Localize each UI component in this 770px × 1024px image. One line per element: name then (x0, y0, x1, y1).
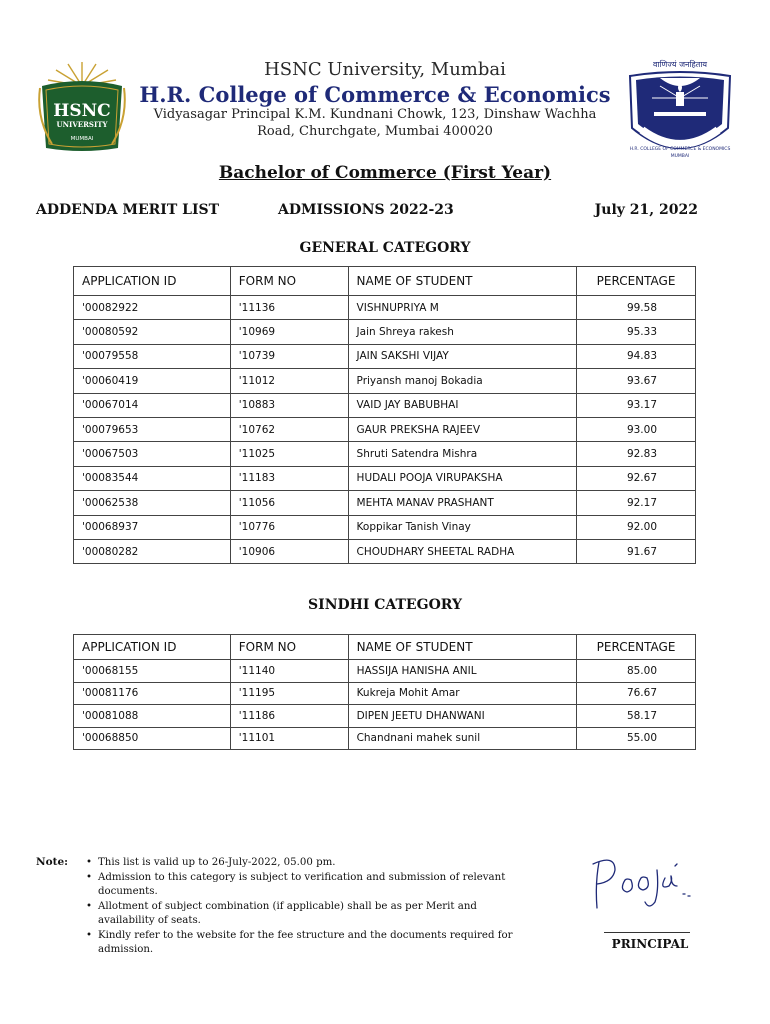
form-no-cell: '11012 (230, 369, 348, 393)
form-no-cell: '11101 (230, 727, 348, 750)
column-header-name: NAME OF STUDENT (348, 267, 577, 296)
column-header-percentage: PERCENTAGE (577, 267, 696, 296)
form-no-cell: '10906 (230, 539, 348, 563)
form-no-cell: '11140 (230, 660, 348, 683)
svg-text:UNIVERSITY: UNIVERSITY (56, 120, 108, 129)
address-line-1: Vidyasagar Principal K.M. Kundnani Chowk, 123, Dinshaw Wachha (153, 107, 597, 122)
percentage-cell: 58.17 (577, 705, 696, 728)
student-name-cell: HUDALI POOJA VIRUPAKSHA (348, 466, 577, 490)
form-no-cell: '11025 (230, 442, 348, 466)
percentage-cell: 93.67 (577, 369, 696, 393)
note-text: Allotment of subject combination (if applicable) shall be as per Merit and availability of seats. (98, 901, 477, 926)
form-no-cell: '10776 (230, 515, 348, 539)
list-item (86, 856, 536, 870)
merit-list-label: ADDENDA MERIT LIST (36, 202, 220, 218)
column-header-application-id: APPLICATION ID (74, 635, 231, 660)
percentage-cell: 91.67 (577, 539, 696, 563)
table-row (74, 491, 696, 515)
university-name: HSNC University, Mumbai (264, 59, 506, 80)
student-name-cell: HASSIJA HANISHA ANIL (348, 660, 577, 683)
svg-text:MUMBAI: MUMBAI (670, 154, 690, 159)
percentage-cell: 99.58 (577, 296, 696, 320)
form-no-cell: '11195 (230, 682, 348, 705)
student-name-cell: MEHTA MANAV PRASHANT (348, 491, 577, 515)
application-id-cell: '00068155 (74, 660, 231, 683)
bullet-icon: • (86, 930, 93, 941)
form-no-cell: '11136 (230, 296, 348, 320)
application-id-cell: '00067503 (74, 442, 231, 466)
signature-line (604, 932, 690, 933)
form-no-cell: '10883 (230, 393, 348, 417)
student-name-cell: JAIN SAKSHI VIJAY (348, 344, 577, 368)
principal-signature (585, 850, 695, 920)
application-id-cell: '00079653 (74, 417, 231, 441)
percentage-cell: 92.00 (577, 515, 696, 539)
bullet-icon: • (86, 901, 93, 912)
student-name-cell: DIPEN JEETU DHANWANI (348, 705, 577, 728)
general-category-title: GENERAL CATEGORY (299, 240, 471, 256)
application-id-cell: '00068937 (74, 515, 231, 539)
table-row (74, 393, 696, 417)
percentage-cell: 92.67 (577, 466, 696, 490)
svg-text:वाणिज्यं जनहिताय: वाणिज्यं जनहिताय (652, 60, 708, 69)
table-row (74, 296, 696, 320)
percentage-cell: 93.17 (577, 393, 696, 417)
student-name-cell: Chandnani mahek sunil (348, 727, 577, 750)
course-title: Bachelor of Commerce (First Year) (218, 163, 552, 183)
form-no-cell: '10739 (230, 344, 348, 368)
table-row (74, 727, 696, 750)
form-no-cell: '11186 (230, 705, 348, 728)
general-merit-table (73, 266, 696, 564)
application-id-cell: '00081176 (74, 682, 231, 705)
address-line-2: Road, Churchgate, Mumbai 400020 (257, 124, 493, 139)
table-row (74, 466, 696, 490)
student-name-cell: Koppikar Tanish Vinay (348, 515, 577, 539)
percentage-cell: 76.67 (577, 682, 696, 705)
student-name-cell: VISHNUPRIYA M (348, 296, 577, 320)
application-id-cell: '00080592 (74, 320, 231, 344)
column-header-form-no: FORM NO (230, 635, 348, 660)
notes-list (86, 856, 536, 958)
percentage-cell: 55.00 (577, 727, 696, 750)
list-item (86, 929, 536, 957)
column-header-percentage: PERCENTAGE (577, 635, 696, 660)
student-name-cell: Priyansh manoj Bokadia (348, 369, 577, 393)
student-name-cell: Shruti Satendra Mishra (348, 442, 577, 466)
bullet-icon: • (86, 857, 93, 868)
student-name-cell: VAID JAY BABUBHAI (348, 393, 577, 417)
percentage-cell: 85.00 (577, 660, 696, 683)
percentage-cell: 92.17 (577, 491, 696, 515)
application-id-cell: '00080282 (74, 539, 231, 563)
table-row (74, 705, 696, 728)
table-header-row (74, 267, 696, 296)
table-row (74, 660, 696, 683)
list-item (86, 900, 536, 928)
application-id-cell: '00081088 (74, 705, 231, 728)
table-row (74, 515, 696, 539)
student-name-cell: GAUR PREKSHA RAJEEV (348, 417, 577, 441)
form-no-cell: '10969 (230, 320, 348, 344)
student-name-cell: CHOUDHARY SHEETAL RADHA (348, 539, 577, 563)
application-id-cell: '00083544 (74, 466, 231, 490)
form-no-cell: '11056 (230, 491, 348, 515)
student-name-cell: Kukreja Mohit Amar (348, 682, 577, 705)
application-id-cell: '00067014 (74, 393, 231, 417)
document-date: July 21, 2022 (594, 202, 698, 218)
note-text: Kindly refer to the website for the fee structure and the documents required for admission. (98, 930, 513, 955)
student-name-cell: Jain Shreya rakesh (348, 320, 577, 344)
admissions-year-label: ADMISSIONS 2022-23 (278, 202, 454, 218)
svg-text:H.R. COLLEGE OF COMMERCE & ECO: H.R. COLLEGE OF COMMERCE & ECONOMICS (629, 147, 731, 152)
table-row (74, 320, 696, 344)
svg-text:MUMBAI: MUMBAI (70, 136, 94, 142)
application-id-cell: '00082922 (74, 296, 231, 320)
percentage-cell: 92.83 (577, 442, 696, 466)
application-id-cell: '00079558 (74, 344, 231, 368)
application-id-cell: '00062538 (74, 491, 231, 515)
application-id-cell: '00068850 (74, 727, 231, 750)
percentage-cell: 94.83 (577, 344, 696, 368)
table-row (74, 539, 696, 563)
sindhi-merit-table (73, 634, 696, 750)
table-header-row (74, 635, 696, 660)
column-header-application-id: APPLICATION ID (74, 267, 231, 296)
column-header-form-no: FORM NO (230, 267, 348, 296)
form-no-cell: '11183 (230, 466, 348, 490)
sindhi-category-title: SINDHI CATEGORY (308, 597, 462, 613)
note-text: This list is valid up to 26-July-2022, 05.00 pm. (98, 857, 336, 868)
table-row (74, 417, 696, 441)
svg-text:HSNC: HSNC (53, 101, 111, 121)
table-row (74, 369, 696, 393)
note-text: Admission to this category is subject to verification and submission of relevant documents. (98, 872, 506, 897)
form-no-cell: '10762 (230, 417, 348, 441)
column-header-name: NAME OF STUDENT (348, 635, 577, 660)
table-row (74, 344, 696, 368)
principal-label: PRINCIPAL (611, 937, 689, 951)
application-id-cell: '00060419 (74, 369, 231, 393)
table-row (74, 682, 696, 705)
college-name: H.R. College of Commerce & Economics (139, 82, 611, 107)
table-row (74, 442, 696, 466)
list-item (86, 871, 536, 899)
bullet-icon: • (86, 872, 93, 883)
percentage-cell: 95.33 (577, 320, 696, 344)
percentage-cell: 93.00 (577, 417, 696, 441)
note-label: Note: (36, 856, 69, 868)
